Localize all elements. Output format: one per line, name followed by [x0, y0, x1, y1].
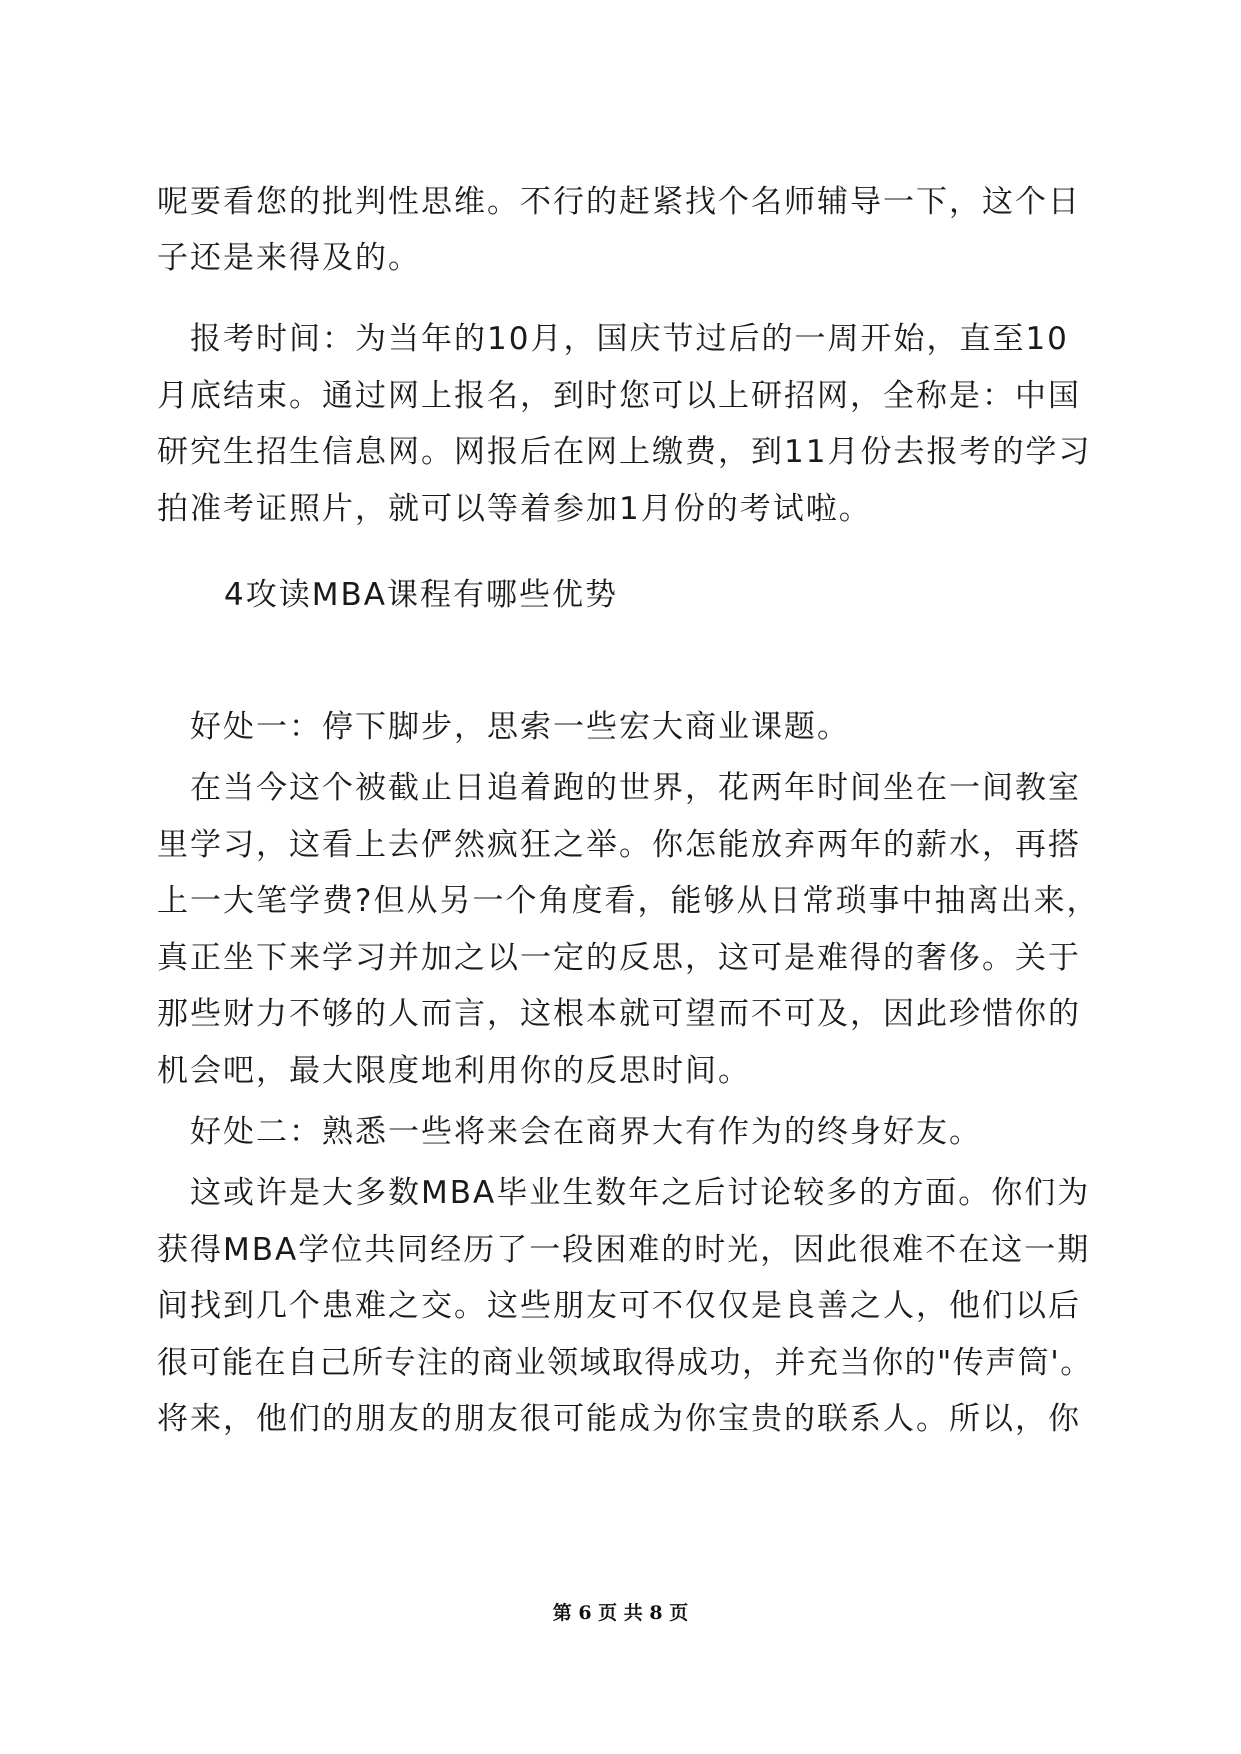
body-line: 子还是来得及的。: [157, 240, 421, 276]
body-line: 研究生招生信息网。网报后在网上缴费，到11月份去报考的学习: [157, 434, 1092, 470]
body-line: 好处二：熟悉一些将来会在商界大有作为的终身好友。: [190, 1114, 982, 1150]
body-line: 将来，他们的朋友的朋友很可能成为你宝贵的联系人。所以，你: [157, 1401, 1081, 1437]
body-line: 报考时间：为当年的10月，国庆节过后的一周开始，直至10: [190, 321, 1069, 357]
body-line: 月底结束。通过网上报名，到时您可以上研招网，全称是：中国: [157, 378, 1081, 414]
body-line: 间找到几个患难之交。这些朋友可不仅仅是良善之人，他们以后: [157, 1288, 1081, 1324]
body-line: 呢要看您的批判性思维。不行的赶紧找个名师辅导一下，这个日: [157, 184, 1081, 220]
body-line: 在当今这个被截止日追着跑的世界，花两年时间坐在一间教室: [190, 770, 1081, 806]
body-line: 真正坐下来学习并加之以一定的反思，这可是难得的奢侈。关于: [157, 940, 1081, 976]
section-heading: 4攻读MBA课程有哪些优势: [224, 577, 618, 613]
body-line: 好处一：停下脚步，思索一些宏大商业课题。: [190, 709, 850, 745]
body-line: 上一大笔学费?但从另一个角度看，能够从日常琐事中抽离出来，: [157, 883, 1100, 919]
body-line: 里学习，这看上去俨然疯狂之举。你怎能放弃两年的薪水，再搭: [157, 827, 1081, 863]
body-line: 这或许是大多数MBA毕业生数年之后讨论较多的方面。你们为: [190, 1175, 1091, 1211]
body-line: 获得MBA学位共同经历了一段困难的时光，因此很难不在这一期: [157, 1232, 1091, 1268]
page-number-footer: 第 6 页 共 8 页: [552, 1602, 689, 1624]
body-line: 拍准考证照片，就可以等着参加1月份的考试啦。: [157, 491, 872, 527]
body-line: 机会吧，最大限度地利用你的反思时间。: [157, 1053, 751, 1089]
body-line: 那些财力不够的人而言，这根本就可望而不可及，因此珍惜你的: [157, 996, 1081, 1032]
body-line: 很可能在自己所专注的商业领域取得成功，并充当你的"传声筒'。: [157, 1345, 1093, 1381]
